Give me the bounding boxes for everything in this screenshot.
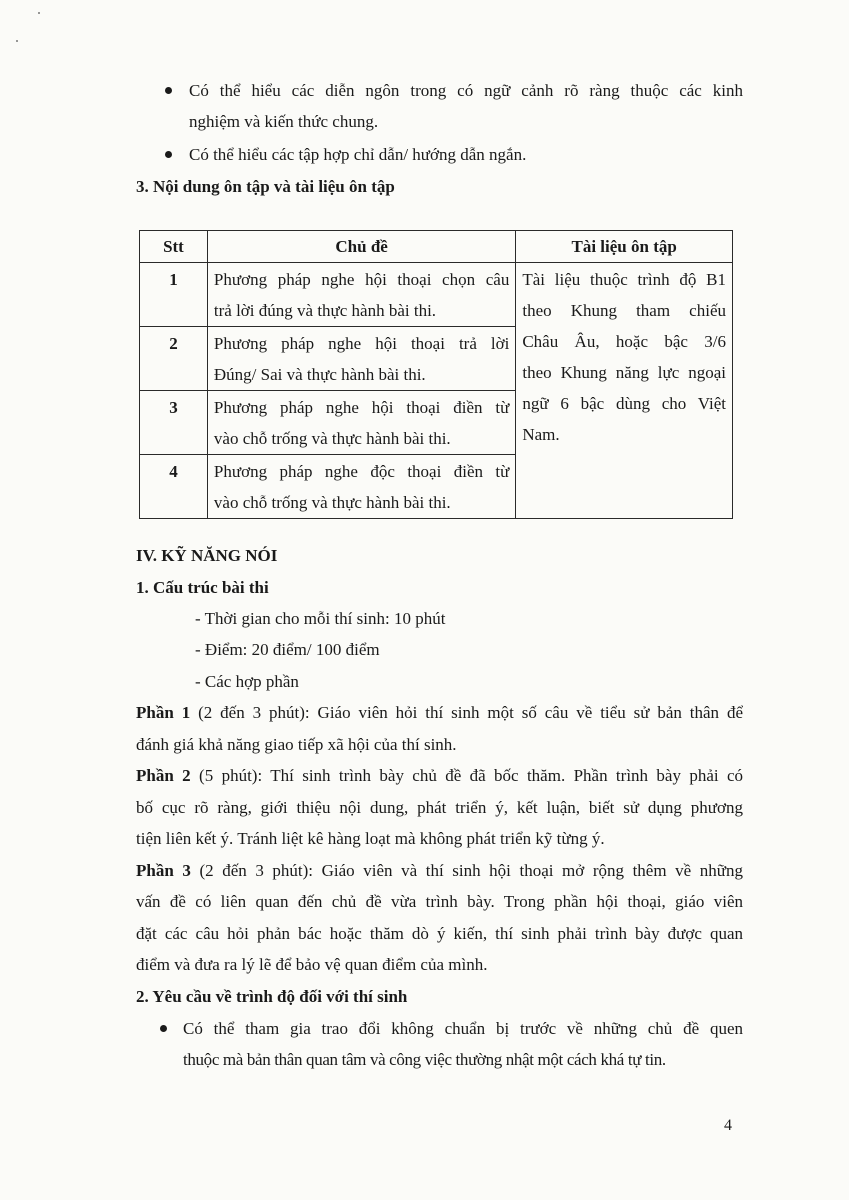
part-line — [136, 760, 743, 791]
bullet-line: nghiệm và kiến thức chung. — [189, 112, 379, 131]
topic-line: Phương pháp nghe hội thoại điền từ — [213, 398, 510, 417]
part-line: điểm và đưa ra lý lẽ để bảo vệ quan điểm của mình. — [136, 955, 488, 974]
review-table — [139, 230, 733, 519]
material-line: theo Khung năng lực ngoại — [522, 363, 726, 382]
material-line: ngữ 6 bậc dùng cho Việt — [522, 394, 726, 413]
topic-line: vào chỗ trống và thực hành bài thi. — [213, 429, 451, 448]
part-label: Phần 3 — [136, 861, 191, 880]
bullet-line: Có thể tham gia trao đổi không chuẩn bị trước về những chủ đề quen — [183, 1019, 743, 1038]
topic-line: vào chỗ trống và thực hành bài thi. — [213, 493, 451, 512]
material-line: Châu Âu, hoặc bậc 3/6 — [522, 332, 726, 351]
material-line: Tài liệu thuộc trình độ B1 — [522, 270, 726, 289]
part-label: Phần 1 — [136, 703, 191, 722]
part-line — [136, 697, 743, 728]
topic-line: Phương pháp nghe hội thoại chọn câu — [213, 270, 510, 289]
material-line: theo Khung tham chiếu — [522, 301, 726, 320]
topic-line: trả lời đúng và thực hành bài thi. — [213, 301, 437, 320]
bullet-icon — [160, 1025, 167, 1032]
bullet-line: Có thể hiểu các tập hợp chỉ dẫn/ hướng dẫn ngắn. — [189, 145, 527, 164]
row-number: 3 — [140, 391, 208, 455]
table-row — [140, 263, 733, 327]
subsection-heading: 1. Cấu trúc bài thi — [136, 578, 269, 597]
row-topic — [207, 455, 515, 519]
topic-line: Đúng/ Sai và thực hành bài thi. — [213, 365, 426, 384]
part-line — [136, 855, 743, 886]
material-line: Nam. — [522, 425, 560, 444]
scan-speck — [16, 40, 18, 42]
part-line: bố cục rõ ràng, giới thiệu nội dung, phát triển ý, kết luận, biết sử dụng phương — [136, 798, 743, 817]
bullet-line: thuộc mà bản thân quan tâm và công việc thường nhật một cách khá tự tin. — [183, 1050, 666, 1069]
topic-line: Phương pháp nghe độc thoại điền từ — [213, 462, 510, 481]
scan-speck — [38, 12, 40, 14]
section-heading: IV. KỸ NĂNG NÓI — [136, 546, 278, 565]
row-number: 1 — [140, 263, 208, 327]
row-topic — [207, 327, 515, 391]
column-header-topic: Chủ đề — [207, 231, 515, 263]
structure-item: - Điểm: 20 điểm/ 100 điểm — [195, 640, 380, 659]
part-text: (2 đến 3 phút): Giáo viên hỏi thí sinh một số câu về tiểu sử bản thân để — [190, 703, 744, 722]
row-topic — [207, 391, 515, 455]
structure-item: - Thời gian cho mỗi thí sinh: 10 phút — [195, 609, 446, 628]
table-header-row — [140, 231, 733, 263]
part-text: (2 đến 3 phút): Giáo viên và thí sinh hội thoại mở rộng thêm về những — [190, 861, 743, 880]
bullet-icon — [165, 87, 172, 94]
subsection-heading: 2. Yêu cầu về trình độ đối với thí sinh — [136, 987, 408, 1006]
part-line: đặt các câu hỏi phản bác hoặc thăm dò ý kiến, thí sinh phải trình bày được quan — [136, 924, 743, 943]
part-text: (5 phút): Thí sinh trình bày chủ đề đã bốc thăm. Phần trình bày phải có — [190, 766, 744, 785]
part-line: tiện liên kết ý. Tránh liệt kê hàng loạt mà không phát triển kỹ từng ý. — [136, 829, 605, 848]
column-header-stt: Stt — [140, 231, 208, 263]
row-topic — [207, 263, 515, 327]
bullet-line: Có thể hiểu các diễn ngôn trong có ngữ cảnh rõ ràng thuộc các kinh — [189, 81, 743, 100]
column-header-material: Tài liệu ôn tập — [516, 231, 733, 263]
part-line: đánh giá khả năng giao tiếp xã hội của thí sinh. — [136, 735, 457, 754]
row-material — [516, 263, 733, 519]
structure-item: - Các hợp phần — [195, 672, 299, 691]
part-label: Phần 2 — [136, 766, 191, 785]
part-line: vấn đề có liên quan đến chủ đề vừa trình bày. Trong phần hội thoại, giáo viên — [136, 892, 743, 911]
page-number: 4 — [724, 1117, 732, 1134]
row-number: 4 — [140, 455, 208, 519]
topic-line: Phương pháp nghe hội thoại trả lời — [213, 334, 510, 353]
row-number: 2 — [140, 327, 208, 391]
section-heading: 3. Nội dung ôn tập và tài liệu ôn tập — [136, 177, 395, 196]
bullet-icon — [165, 151, 172, 158]
